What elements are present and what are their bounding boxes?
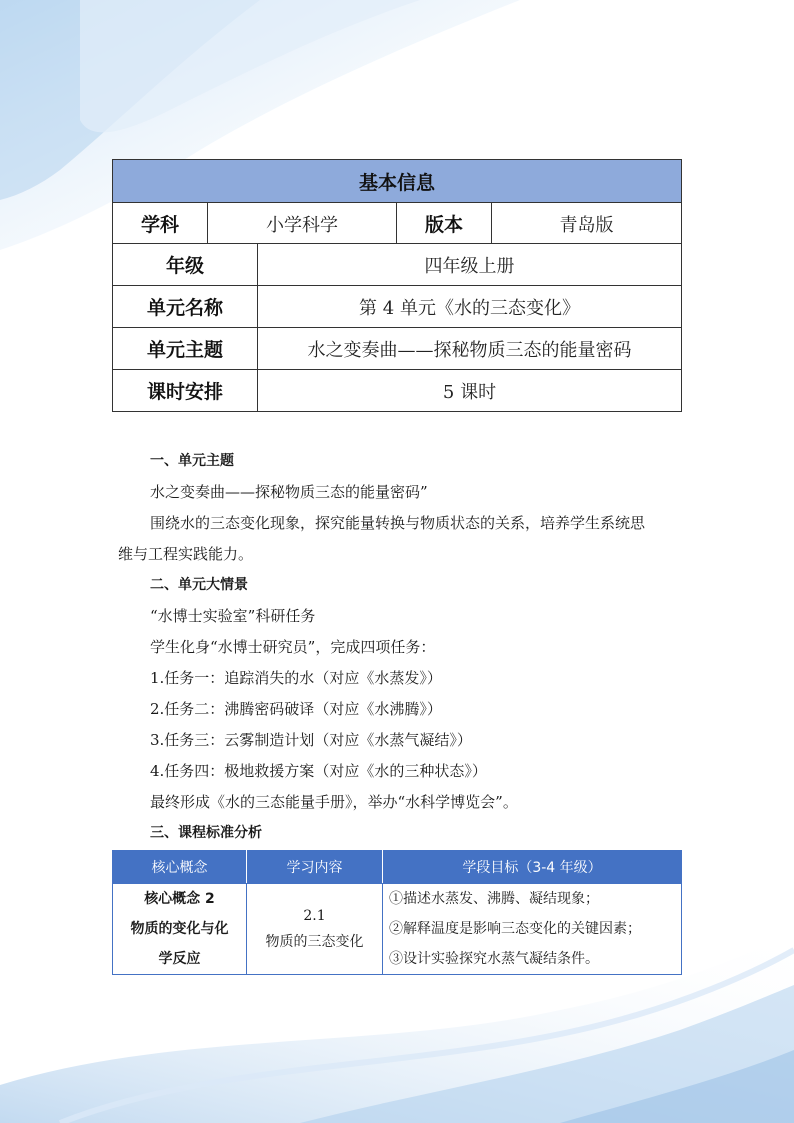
task-item-4: 4.任务四：极地救援方案（对应《水的三种状态》） [150,762,487,780]
content-line: 物质的三态变化 [265,934,364,950]
section1-line2: 围绕水的三态变化现象，探究能量转换与物质状态的关系，培养学生系统思 [150,514,646,532]
section1-heading: 一、单元主题 [150,453,234,469]
schedule-value: 5 课时 [258,370,682,412]
schedule-label: 课时安排 [113,370,258,412]
subject-value: 小学科学 [208,203,397,245]
header-stage-goals: 学段目标（3-4 年级） [383,851,682,884]
goal-line: ③设计实验探究水蒸气凝结条件。 [389,951,599,967]
grade-label: 年级 [113,244,258,286]
concept-line: 学反应 [158,951,201,967]
basic-info-title: 基本信息 [113,160,682,203]
goal-line: ①描述水蒸发、沸腾、凝结现象； [389,891,599,907]
subject-label: 学科 [113,203,208,245]
content-line: 2.1 [303,908,326,924]
edition-value: 青岛版 [492,203,682,245]
unit-name-value: 第 4 单元《水的三态变化》 [258,286,682,328]
task-item-3: 3.任务三：云雾制造计划（对应《水蒸气凝结》） [150,731,472,749]
unit-info-table [112,243,682,412]
unit-name-label: 单元名称 [113,286,258,328]
basic-info-table [112,159,682,245]
edition-label: 版本 [397,203,492,245]
standards-table [112,850,682,975]
core-concept-cell [113,884,247,975]
stage-goals-cell [383,884,682,975]
learning-content-cell [247,884,383,975]
section2-line1: “水博士实验室”科研任务 [150,607,316,625]
header-core-concept: 核心概念 [113,851,247,884]
unit-theme-label: 单元主题 [113,328,258,370]
unit-theme-value: 水之变奏曲——探秘物质三态的能量密码 [258,328,682,370]
task-item-2: 2.任务二：沸腾密码破译（对应《水沸腾》） [150,700,442,718]
goal-line: ②解释温度是影响三态变化的关键因素； [389,921,641,937]
section1-line3: 维与工程实践能力。 [118,545,254,563]
concept-line: 核心概念 2 [144,891,215,907]
section2-final-line: 最终形成《水的三态能量手册》，举办“水科学博览会”。 [150,793,518,811]
task-item-1: 1.任务一：追踪消失的水（对应《水蒸发》） [150,669,442,687]
header-learning-content: 学习内容 [247,851,383,884]
section1-line1: 水之变奏曲——探秘物质三态的能量密码” [150,483,428,501]
grade-value: 四年级上册 [258,244,682,286]
concept-line: 物质的变化与化 [130,921,229,937]
section2-heading: 二、单元大情景 [150,577,248,593]
section2-line2: 学生化身“水博士研究员”，完成四项任务： [150,638,436,656]
section3-heading: 三、课程标准分析 [150,825,262,841]
